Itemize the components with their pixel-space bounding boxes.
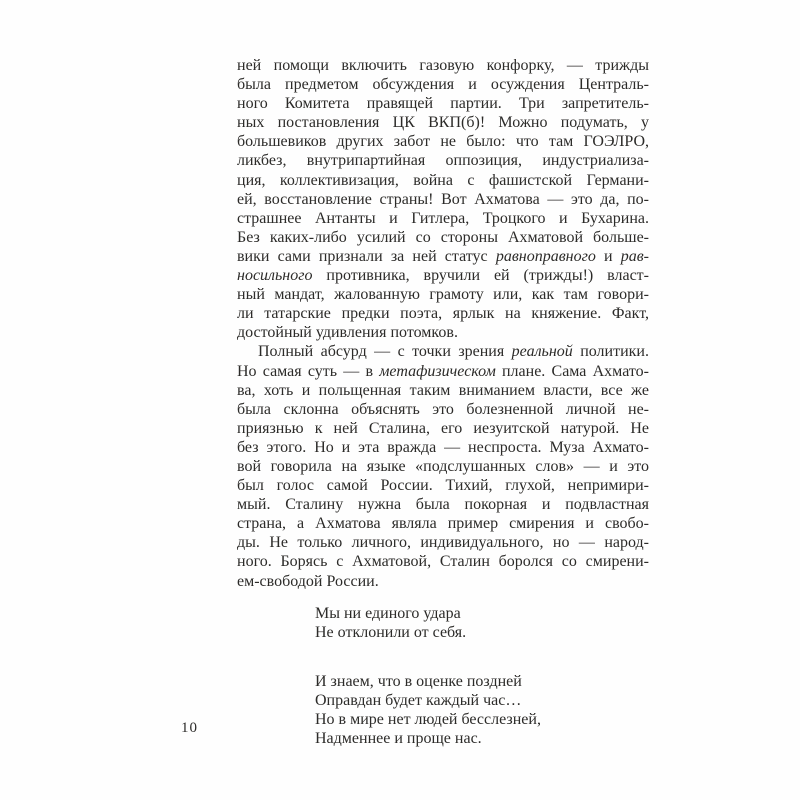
text-segment: Полный абсурд — с точки зрения (258, 343, 512, 361)
italic-segment: носильного (237, 267, 313, 285)
poem-line (315, 691, 649, 710)
text-line (237, 228, 649, 247)
text-segment: ли татарские предки поэта, ярлык на княжение. Факт, (237, 305, 649, 323)
text-line (237, 495, 649, 514)
text-segment: Мы ни единого удара (315, 604, 461, 622)
poem-line (315, 623, 649, 642)
text-line (237, 171, 649, 190)
text-segment: противника, вручили ей (трижды!) власт- (312, 267, 649, 285)
text-line (237, 285, 649, 304)
text-segment: и (595, 247, 621, 265)
paragraph-1 (237, 56, 649, 342)
text-segment: политики. (572, 343, 649, 361)
text-line (237, 419, 649, 438)
text-segment: плане. Сама Ахмато- (495, 362, 649, 380)
italic-segment: метафизическом (379, 362, 496, 380)
text-segment: Но в мире нет людей бесслезней, (315, 710, 541, 728)
text-segment: Оправдан будет каждый час… (315, 691, 522, 709)
text-line (237, 438, 649, 457)
text-line (237, 247, 649, 266)
text-line (237, 113, 649, 132)
text-segment: Без каких-либо усилий со стороны Ахматовой больше- (237, 228, 649, 246)
text-line (237, 514, 649, 533)
text-segment: ем-свободой России. (237, 572, 379, 590)
page-number: 10 (181, 720, 198, 736)
text-line (237, 381, 649, 400)
text-segment: Но самая суть — в (237, 362, 380, 380)
text-segment: ды. Не только личного, индивидуального, но — народ- (237, 534, 649, 552)
text-segment: мый. Сталину нужна была покорная и подвластная (237, 496, 649, 514)
text-segment: ных постановления ЦК ВКП(б)! Можно подумать, у (237, 114, 649, 132)
text-segment: И знаем, что в оценке поздней (315, 672, 522, 690)
text-segment: без этого. Но и эта вражда — неспроста. Муза Ахмато- (237, 438, 649, 456)
text-segment: была склонна объяснять это болезненной личной не- (237, 400, 649, 418)
text-segment: большевиков других забот не было: что там ГОЭЛРО, (237, 133, 649, 151)
text-line (237, 552, 649, 571)
text-segment: ей, восстановление страны! Вот Ахматова — это да, по- (237, 190, 649, 208)
text-segment: Надменнее и проще нас. (315, 729, 482, 747)
text-line (237, 266, 649, 285)
text-segment: была предметом обсуждения и осуждения Централь- (237, 76, 649, 94)
text-line (237, 457, 649, 476)
text-line (237, 304, 649, 323)
text-segment: страшнее Антанты и Гитлера, Троцкого и Бухарина. (237, 209, 649, 227)
text-line (237, 132, 649, 151)
text-line (237, 572, 649, 591)
paragraph-2 (237, 342, 649, 590)
italic-segment: рав- (620, 247, 650, 265)
poem-line (315, 729, 649, 748)
text-segment: ного Комитета правящей партии. Три запретитель- (237, 95, 649, 113)
text-segment: Не отклонили от себя. (315, 623, 467, 641)
text-line (237, 400, 649, 419)
text-segment: ция, коллективизация, война с фашистской Германи- (237, 171, 649, 189)
text-segment: ней помощи включить газовую конфорку, — трижды (237, 57, 649, 74)
text-segment: ва, хоть и польщенная таким вниманием власти, все же (237, 381, 649, 399)
italic-segment: равноправного (495, 247, 596, 265)
poem-line (315, 710, 649, 729)
text-line (237, 342, 649, 361)
text-line (237, 56, 649, 75)
text-line (237, 75, 649, 94)
text-line (237, 323, 649, 342)
text-line (237, 533, 649, 552)
text-segment: ного. Борясь с Ахматовой, Сталин боролся со смирени- (237, 553, 649, 571)
text-line (237, 209, 649, 228)
text-column (237, 56, 649, 748)
poem-quote-2 (315, 672, 649, 748)
text-segment: ликбез, внутрипартийная оппозиция, индустриализа- (237, 152, 649, 170)
italic-segment: реальной (511, 343, 573, 361)
text-line (237, 362, 649, 381)
poem-quote-1 (315, 604, 649, 642)
text-line (237, 94, 649, 113)
text-segment: ный мандат, жалованную грамоту или, как там говори- (237, 286, 649, 304)
text-segment: вики сами признали за ней статус (237, 247, 496, 265)
text-segment: вой говорила на языке «подслушанных слов» — и это (237, 457, 649, 475)
text-segment: страна, а Ахматова являла пример смирения и свобо- (237, 515, 649, 533)
text-segment: достойный удивления потомков. (237, 324, 458, 342)
text-segment: приязнью к ней Сталина, его иезуитской натурой. Не (237, 419, 649, 437)
poem-line (315, 604, 649, 623)
text-line (237, 151, 649, 170)
text-line (237, 476, 649, 495)
poem-line (315, 672, 649, 691)
text-line (237, 190, 649, 209)
text-segment: был голос самой России. Тихий, глухой, непримири- (237, 477, 649, 495)
